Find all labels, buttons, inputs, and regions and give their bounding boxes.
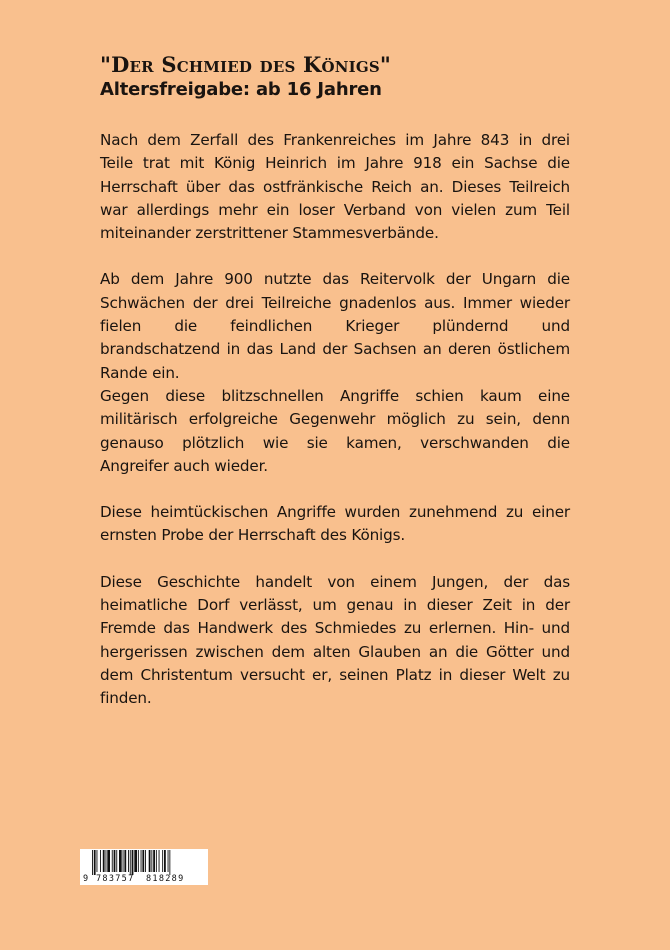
blurb-line: dem Christentum versucht er, seinen Platz in dieser Welt zu [100, 665, 570, 684]
blurb-line: Angreifer auch wieder. [100, 456, 268, 475]
blurb-paragraph-1 [100, 129, 570, 245]
blurb-paragraph-2 [100, 268, 570, 384]
blurb-line: Diese heimtückischen Angriffe wurden zunehmend zu einer [100, 503, 570, 522]
blurb-line: brandschatzend in das Land der Sachsen an deren östlichem [100, 340, 570, 359]
blurb-line: finden. [100, 689, 152, 708]
blurb-paragraph-3 [100, 385, 570, 478]
blurb-line: fielen die feindlichen Krieger plündernd und [100, 317, 570, 336]
back-cover-text [100, 52, 570, 711]
blurb-line: Schwächen der drei Teilreiche gnadenlos aus. Immer wieder [100, 293, 570, 312]
blurb-line: Rande ein. [100, 363, 180, 382]
blurb-line: miteinander zerstrittener Stammesverbände. [100, 224, 439, 243]
barcode-digit-first: 9 [83, 874, 89, 884]
blurb-line: genauso plötzlich wie sie kamen, verschwanden die [100, 433, 570, 452]
blurb-paragraph-4 [100, 501, 570, 548]
blurb-line: Herrschaft über das ostfränkische Reich an. Dieses Teilreich [100, 177, 570, 196]
book-title: "Der Schmied des Königs" [100, 52, 392, 77]
blurb-line: Gegen diese blitzschnellen Angriffe schien kaum eine [100, 386, 570, 405]
blurb-line: ernsten Probe der Herrschaft des Königs. [100, 526, 406, 545]
blurb-line: Diese Geschichte handelt von einem Jungen, der das [100, 572, 570, 591]
blurb-line: militärisch erfolgreiche Gegenwehr möglich zu sein, denn [100, 410, 570, 429]
blurb-line: heimatliche Dorf verlässt, um genau in dieser Zeit in der [100, 596, 570, 615]
blurb-line: Nach dem Zerfall des Frankenreiches im Jahre 843 in drei [100, 131, 570, 149]
blurb-line: Teile trat mit König Heinrich im Jahre 918 ein Sachse die [100, 154, 570, 173]
blurb-line: Ab dem Jahre 900 nutzte das Reitervolk der Ungarn die [100, 270, 570, 289]
blurb-paragraph-5 [100, 571, 570, 711]
age-rating: Altersfreigabe: ab 16 Jahren [100, 79, 382, 100]
blurb-line: war allerdings mehr ein loser Verband von vielen zum Teil [100, 200, 570, 219]
barcode-digits-left: 783757 [96, 874, 135, 884]
barcode-digits-right: 818289 [146, 874, 185, 884]
blurb-line: Fremde das Handwerk des Schmiedes zu erlernen. Hin- und [100, 619, 570, 638]
barcode-digits [80, 834, 208, 884]
blurb-line: hergerissen zwischen dem alten Glauben an die Götter und [100, 642, 570, 661]
isbn-barcode [80, 849, 208, 885]
